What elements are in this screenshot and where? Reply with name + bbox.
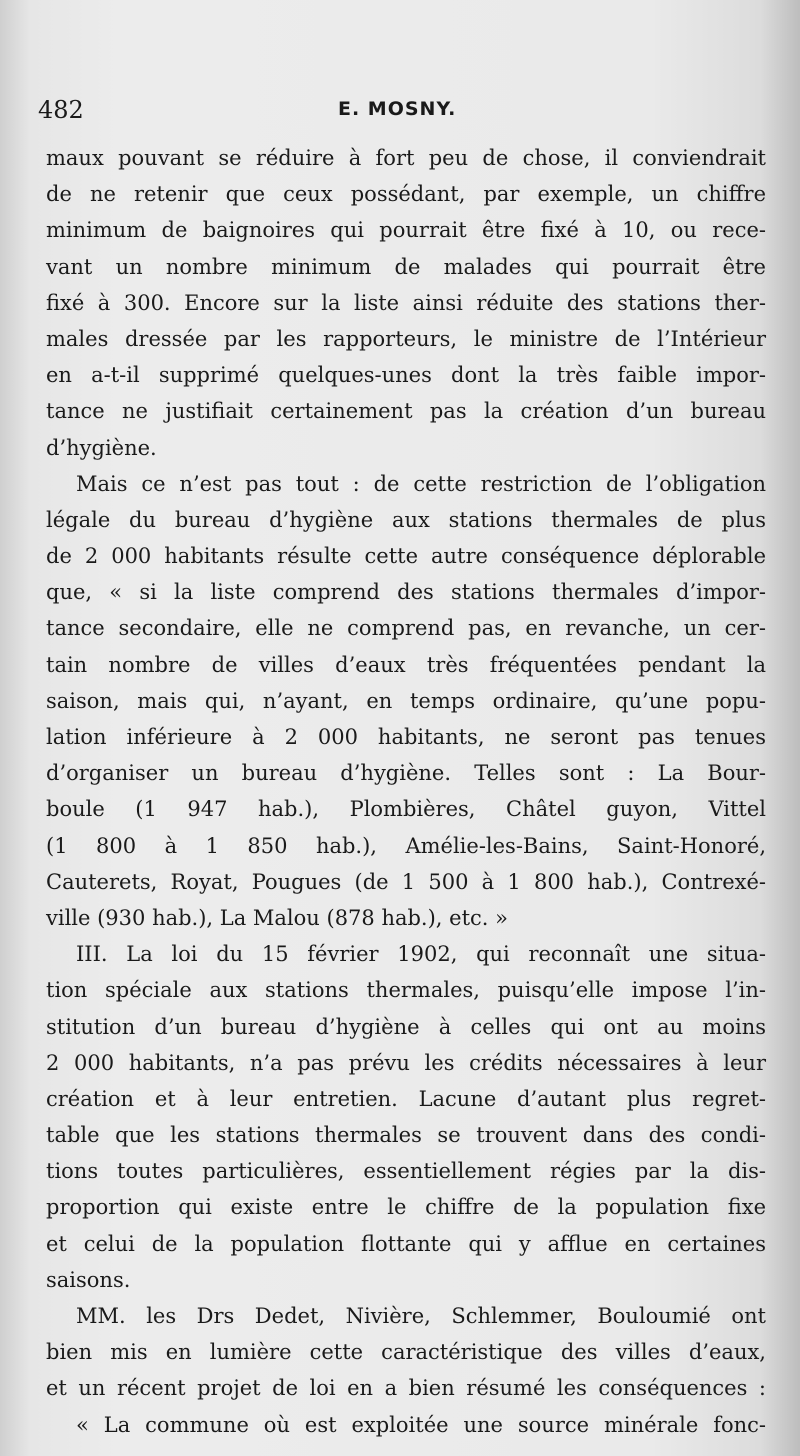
text-line: fixé à 300. Encore sur la liste ainsi réduite des stations ther- xyxy=(46,290,766,315)
text-line: tance ne justifiait certainement pas la création d’un bureau xyxy=(46,399,766,424)
paragraph-start-line: Mais ce n’est pas tout : de cette restriction de l’obligation xyxy=(76,471,766,496)
text-line: minimum de baignoires qui pourrait être fixé à 10, ou rece- xyxy=(46,218,766,243)
text-line: vant un nombre minimum de malades qui pourrait être xyxy=(46,254,766,279)
text-line: d’hygiène. xyxy=(46,435,157,460)
text-line: proportion qui existe entre le chiffre de la population fixe xyxy=(46,1195,766,1220)
paragraph-start-line: MM. les Drs Dedet, Nivière, Schlemmer, Bouloumié ont xyxy=(76,1304,766,1328)
text-line: que, « si la liste comprend des stations thermales d’impor- xyxy=(46,580,766,605)
text-line: tance secondaire, elle ne comprend pas, en revanche, un cer- xyxy=(46,616,766,641)
text-line: tion spéciale aux stations thermales, puisqu’elle impose l’in- xyxy=(46,978,766,1003)
text-line: 2 000 habitants, n’a pas prévu les crédits nécessaires à leur xyxy=(46,1050,766,1075)
text-line: « La commune où est exploitée une source minérale fonc- xyxy=(76,1412,766,1437)
text-line: tions toutes particulières, essentiellement régies par la dis- xyxy=(46,1159,766,1184)
text-line: bien mis en lumière cette caractéristique des villes d’eaux, xyxy=(46,1340,766,1365)
text-line: tain nombre de villes d’eaux très fréquentées pendant la xyxy=(46,652,766,677)
text-line: création et à leur entretien. Lacune d’autant plus regret- xyxy=(46,1086,766,1111)
text-line: lation inférieure à 2 000 habitants, ne seront pas tenues xyxy=(46,725,766,749)
running-head-author: E. MOSNY. xyxy=(338,98,457,120)
body-text xyxy=(46,140,766,1443)
text-line: de 2 000 habitants résulte cette autre conséquence déplorable xyxy=(46,544,766,569)
page-number: 482 xyxy=(38,96,84,124)
text-line: saisons. xyxy=(46,1267,131,1292)
text-line: ville (930 hab.), La Malou (878 hab.), etc. » xyxy=(46,905,508,930)
text-line: stitution d’un bureau d’hygiène à celles qui ont au moins xyxy=(46,1014,766,1039)
text-line: en a-t-il supprimé quelques-unes dont la très faible impor- xyxy=(46,363,766,388)
text-line: et un récent projet de loi en a bien résumé les conséquences : xyxy=(46,1376,766,1401)
text-line: males dressée par les rapporteurs, le ministre de l’Intérieur xyxy=(46,326,766,351)
text-line: de ne retenir que ceux possédant, par exemple, un chiffre xyxy=(46,182,766,207)
page-header xyxy=(38,96,758,130)
text-line: (1 800 à 1 850 hab.), Amélie-les-Bains, Saint-Honoré, xyxy=(46,833,766,858)
text-line: boule (1 947 hab.), Plombières, Châtel guyon, Vittel xyxy=(46,797,766,822)
text-line: et celui de la population flottante qui y afflue en certaines xyxy=(46,1231,766,1256)
text-line: Cauterets, Royat, Pougues (de 1 500 à 1 800 hab.), Contrexé- xyxy=(46,869,766,894)
text-line: saison, mais qui, n’ayant, en temps ordinaire, qu’une popu- xyxy=(46,688,766,713)
text-line: légale du bureau d’hygiène aux stations thermales de plus xyxy=(46,507,766,532)
text-line: d’organiser un bureau d’hygiène. Telles sont : La Bour- xyxy=(46,761,766,786)
text-line: maux pouvant se réduire à fort peu de chose, il conviendrait xyxy=(46,146,766,170)
paragraph-start-line: III. La loi du 15 février 1902, qui reconnaît une situa- xyxy=(76,942,766,967)
text-line: table que les stations thermales se trouvent dans des condi- xyxy=(46,1123,766,1148)
